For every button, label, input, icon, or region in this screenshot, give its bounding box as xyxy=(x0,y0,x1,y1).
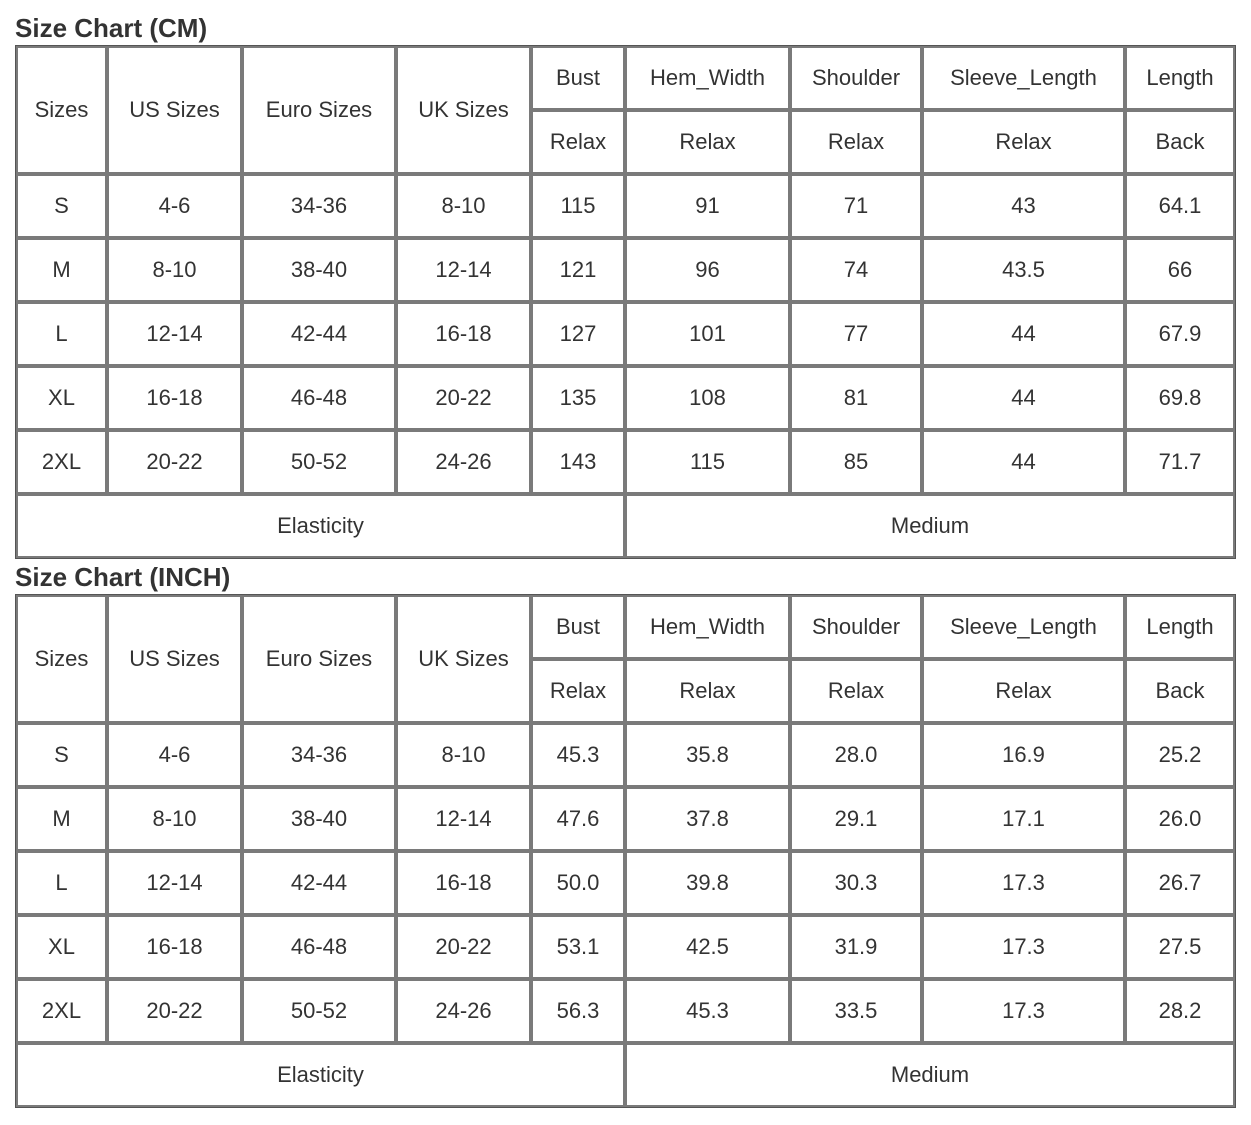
size-chart-cm-title: Size Chart (CM) xyxy=(15,13,208,43)
cell-uk-size: 16-18 xyxy=(396,302,531,366)
cell-sleeve-length: 17.3 xyxy=(922,851,1125,915)
cell-bust: 56.3 xyxy=(531,979,625,1043)
cell-shoulder: 81 xyxy=(790,366,922,430)
cell-size: M xyxy=(16,238,107,302)
subheader-bust: Relax xyxy=(531,659,625,723)
cell-bust: 47.6 xyxy=(531,787,625,851)
header-sizes: Sizes xyxy=(16,595,107,723)
header-uk-sizes: UK Sizes xyxy=(396,595,531,723)
cell-uk-size: 16-18 xyxy=(396,851,531,915)
cell-us-size: 4-6 xyxy=(107,723,242,787)
cell-size: XL xyxy=(16,915,107,979)
table-row xyxy=(16,979,1235,1043)
cell-euro-size: 46-48 xyxy=(242,366,396,430)
table-row xyxy=(16,174,1235,238)
cell-length: 69.8 xyxy=(1125,366,1235,430)
footer-row xyxy=(16,494,1235,558)
cell-euro-size: 42-44 xyxy=(242,302,396,366)
subheader-hem-width: Relax xyxy=(625,110,790,174)
cell-bust: 127 xyxy=(531,302,625,366)
cell-hem-width: 91 xyxy=(625,174,790,238)
cell-size: L xyxy=(16,851,107,915)
header-sizes: Sizes xyxy=(16,46,107,174)
cell-shoulder: 29.1 xyxy=(790,787,922,851)
cell-length: 25.2 xyxy=(1125,723,1235,787)
cell-euro-size: 34-36 xyxy=(242,174,396,238)
cell-uk-size: 24-26 xyxy=(396,979,531,1043)
cell-us-size: 20-22 xyxy=(107,430,242,494)
cell-length: 66 xyxy=(1125,238,1235,302)
cell-shoulder: 30.3 xyxy=(790,851,922,915)
table-row xyxy=(16,366,1235,430)
cell-bust: 143 xyxy=(531,430,625,494)
cell-uk-size: 8-10 xyxy=(396,174,531,238)
cell-hem-width: 108 xyxy=(625,366,790,430)
cell-hem-width: 101 xyxy=(625,302,790,366)
cell-bust: 53.1 xyxy=(531,915,625,979)
cell-bust: 135 xyxy=(531,366,625,430)
cell-euro-size: 34-36 xyxy=(242,723,396,787)
cell-bust: 50.0 xyxy=(531,851,625,915)
cell-length: 26.7 xyxy=(1125,851,1235,915)
cell-bust: 121 xyxy=(531,238,625,302)
cell-size: L xyxy=(16,302,107,366)
header-us-sizes: US Sizes xyxy=(107,46,242,174)
cell-shoulder: 77 xyxy=(790,302,922,366)
elasticity-label: Elasticity xyxy=(16,494,625,558)
header-us-sizes: US Sizes xyxy=(107,595,242,723)
header-sleeve-length: Sleeve_Length xyxy=(922,46,1125,110)
header-hem-width: Hem_Width xyxy=(625,46,790,110)
cell-us-size: 8-10 xyxy=(107,787,242,851)
cell-size: 2XL xyxy=(16,979,107,1043)
cell-shoulder: 85 xyxy=(790,430,922,494)
elasticity-value: Medium xyxy=(625,1043,1235,1107)
cell-sleeve-length: 17.1 xyxy=(922,787,1125,851)
cell-length: 64.1 xyxy=(1125,174,1235,238)
cell-sleeve-length: 43.5 xyxy=(922,238,1125,302)
table-row xyxy=(16,851,1235,915)
cell-hem-width: 35.8 xyxy=(625,723,790,787)
cell-euro-size: 50-52 xyxy=(242,430,396,494)
header-sleeve-length: Sleeve_Length xyxy=(922,595,1125,659)
cell-us-size: 16-18 xyxy=(107,915,242,979)
cell-hem-width: 96 xyxy=(625,238,790,302)
table-row xyxy=(16,302,1235,366)
cell-euro-size: 46-48 xyxy=(242,915,396,979)
cell-euro-size: 38-40 xyxy=(242,787,396,851)
cell-euro-size: 50-52 xyxy=(242,979,396,1043)
cell-bust: 115 xyxy=(531,174,625,238)
header-euro-sizes: Euro Sizes xyxy=(242,46,396,174)
cell-length: 71.7 xyxy=(1125,430,1235,494)
subheader-hem-width: Relax xyxy=(625,659,790,723)
subheader-length: Back xyxy=(1125,110,1235,174)
cell-sleeve-length: 16.9 xyxy=(922,723,1125,787)
cell-length: 67.9 xyxy=(1125,302,1235,366)
size-chart-inch-title: Size Chart (INCH) xyxy=(15,562,231,592)
table-row xyxy=(16,787,1235,851)
cell-uk-size: 20-22 xyxy=(396,366,531,430)
table-row xyxy=(16,915,1235,979)
cell-uk-size: 20-22 xyxy=(396,915,531,979)
table-row xyxy=(16,238,1235,302)
header-row xyxy=(16,46,1235,110)
cell-hem-width: 45.3 xyxy=(625,979,790,1043)
subheader-shoulder: Relax xyxy=(790,659,922,723)
cell-length: 27.5 xyxy=(1125,915,1235,979)
cell-us-size: 4-6 xyxy=(107,174,242,238)
cell-sleeve-length: 43 xyxy=(922,174,1125,238)
table-row xyxy=(16,430,1235,494)
cell-shoulder: 28.0 xyxy=(790,723,922,787)
elasticity-value: Medium xyxy=(625,494,1235,558)
subheader-shoulder: Relax xyxy=(790,110,922,174)
header-bust: Bust xyxy=(531,595,625,659)
footer-row xyxy=(16,1043,1235,1107)
cell-size: XL xyxy=(16,366,107,430)
cell-shoulder: 71 xyxy=(790,174,922,238)
cell-hem-width: 37.8 xyxy=(625,787,790,851)
header-length: Length xyxy=(1125,595,1235,659)
cell-uk-size: 12-14 xyxy=(396,787,531,851)
size-chart-inch-table xyxy=(15,594,1236,1108)
subheader-sleeve-length: Relax xyxy=(922,110,1125,174)
cell-uk-size: 12-14 xyxy=(396,238,531,302)
header-hem-width: Hem_Width xyxy=(625,595,790,659)
cell-us-size: 12-14 xyxy=(107,851,242,915)
cell-length: 28.2 xyxy=(1125,979,1235,1043)
cell-shoulder: 74 xyxy=(790,238,922,302)
cell-bust: 45.3 xyxy=(531,723,625,787)
cell-size: M xyxy=(16,787,107,851)
cell-uk-size: 24-26 xyxy=(396,430,531,494)
elasticity-label: Elasticity xyxy=(16,1043,625,1107)
cell-shoulder: 33.5 xyxy=(790,979,922,1043)
cell-sleeve-length: 17.3 xyxy=(922,915,1125,979)
header-bust: Bust xyxy=(531,46,625,110)
table-row xyxy=(16,723,1235,787)
subheader-bust: Relax xyxy=(531,110,625,174)
header-shoulder: Shoulder xyxy=(790,595,922,659)
cell-sleeve-length: 44 xyxy=(922,430,1125,494)
header-euro-sizes: Euro Sizes xyxy=(242,595,396,723)
cell-sleeve-length: 44 xyxy=(922,302,1125,366)
subheader-sleeve-length: Relax xyxy=(922,659,1125,723)
cell-euro-size: 38-40 xyxy=(242,238,396,302)
cell-us-size: 12-14 xyxy=(107,302,242,366)
header-length: Length xyxy=(1125,46,1235,110)
cell-us-size: 16-18 xyxy=(107,366,242,430)
cell-sleeve-length: 44 xyxy=(922,366,1125,430)
cell-us-size: 20-22 xyxy=(107,979,242,1043)
cell-shoulder: 31.9 xyxy=(790,915,922,979)
cell-length: 26.0 xyxy=(1125,787,1235,851)
subheader-length: Back xyxy=(1125,659,1235,723)
cell-hem-width: 42.5 xyxy=(625,915,790,979)
cell-euro-size: 42-44 xyxy=(242,851,396,915)
cell-hem-width: 39.8 xyxy=(625,851,790,915)
header-row xyxy=(16,595,1235,659)
cell-size: S xyxy=(16,174,107,238)
cell-hem-width: 115 xyxy=(625,430,790,494)
header-uk-sizes: UK Sizes xyxy=(396,46,531,174)
cell-size: 2XL xyxy=(16,430,107,494)
cell-sleeve-length: 17.3 xyxy=(922,979,1125,1043)
size-chart-cm-table xyxy=(15,45,1236,559)
cell-us-size: 8-10 xyxy=(107,238,242,302)
cell-size: S xyxy=(16,723,107,787)
cell-uk-size: 8-10 xyxy=(396,723,531,787)
header-shoulder: Shoulder xyxy=(790,46,922,110)
